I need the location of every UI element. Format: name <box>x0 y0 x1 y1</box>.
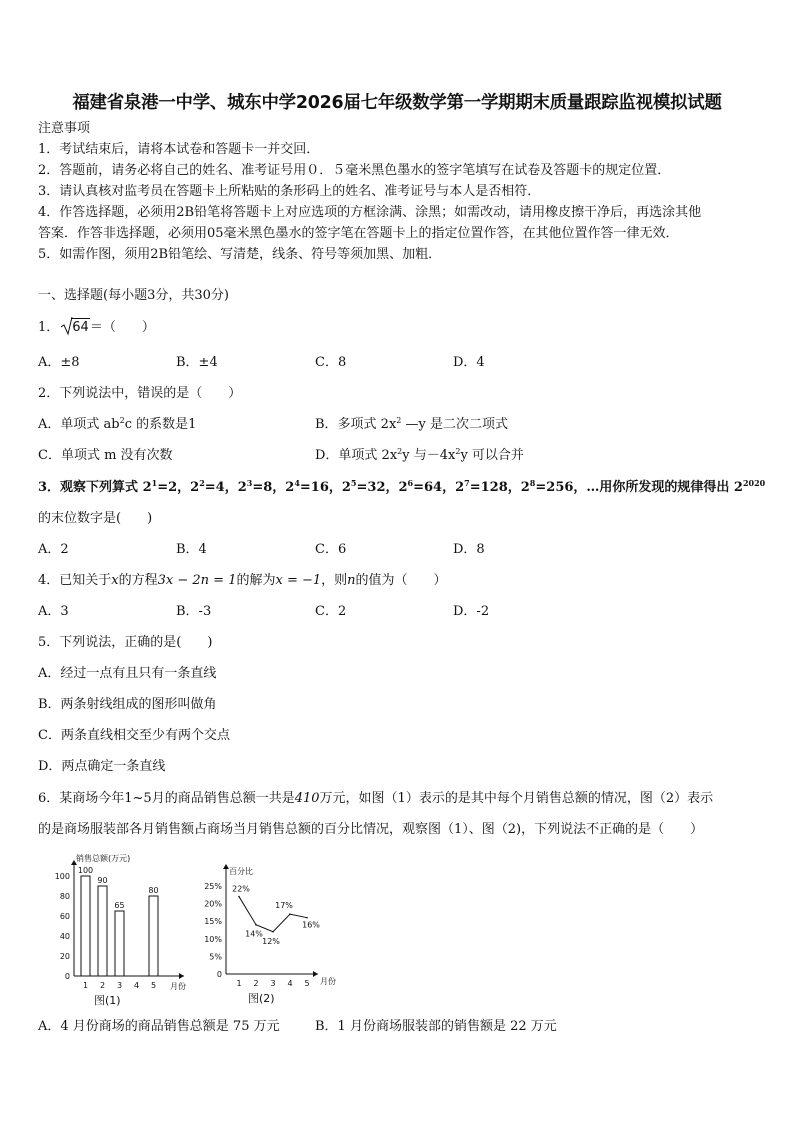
q2d-exp1: 2 <box>397 447 403 456</box>
q3-part: =256，…用你所发现的规律得出 2 <box>535 480 743 495</box>
q3-exp: 6 <box>407 478 414 488</box>
q4-solution: x = −1 <box>275 573 322 588</box>
sales-bar-chart <box>44 850 194 1010</box>
q3-exp: 4 <box>294 478 300 488</box>
q5-option-a: A．经过一点有且只有一条直线 <box>38 666 217 681</box>
data-label: 65 <box>114 901 125 910</box>
x-tick-label: 4 <box>287 979 293 988</box>
q2-option-d <box>315 447 524 465</box>
q1-option-d: D．4 <box>453 355 485 370</box>
data-label: 22% <box>232 884 250 894</box>
chart-title: 百分比 <box>229 867 253 876</box>
q6-option-b: B．1 月份商场服装部的销售额是 22 万元 <box>315 1019 557 1034</box>
q3-exp: 2 <box>199 478 205 488</box>
q2d-pre: D．单项式 2x <box>315 448 398 463</box>
q2b-exp: 2 <box>396 416 402 425</box>
data-label: 16% <box>302 920 320 930</box>
exam-title: 福建省泉港一中学、城东中学2026届七年级数学第一学期期末质量跟踪监视模拟试题 <box>72 93 722 113</box>
q5-option-b: B．两条射线组成的图形叫做角 <box>38 697 217 712</box>
question-3-cont: 的末位数字是( ) <box>38 511 153 526</box>
q3-exp: 1 <box>151 478 158 488</box>
q2a-exp: 2 <box>119 416 125 425</box>
chart-caption: 图(2) <box>248 992 275 1005</box>
series-line <box>239 897 307 932</box>
q4-option-c: C．2 <box>315 604 347 619</box>
q5-option-d: D．两点确定一条直线 <box>38 759 166 774</box>
q4-mid1: 的方程 <box>118 573 158 588</box>
x-tick-label: 2 <box>99 981 106 990</box>
q4-option-a: A．3 <box>38 604 69 619</box>
question-4 <box>38 572 447 590</box>
notice-heading: 注意事项 <box>38 121 91 136</box>
q4-mid3: ，则 <box>321 573 348 588</box>
q3-exp: 7 <box>464 478 470 488</box>
data-label: 80 <box>148 886 159 895</box>
q3-part: =2，2 <box>157 480 200 495</box>
data-point <box>289 913 291 915</box>
y-tick-label: 20% <box>204 899 222 909</box>
q1-number: 1． <box>38 320 60 335</box>
q2b-pre: B．多项式 2x <box>315 417 397 432</box>
q4-post: 的值为（ ） <box>355 573 447 588</box>
x-tick-label: 3 <box>116 981 123 990</box>
x-tick-label: 5 <box>150 981 157 990</box>
y-tick-label: 80 <box>59 892 70 901</box>
q1-radicand: 64 <box>72 320 89 335</box>
data-label: 90 <box>97 876 108 885</box>
x-axis-arrow-icon <box>313 971 318 977</box>
q2b-post: —y 是二次二项式 <box>401 417 508 432</box>
notice-item-5: 5．如需作图，须用2B铅笔绘、写清楚，线条、符号等须加黑、加粗． <box>38 247 442 262</box>
section-heading: 一、选择题(每小题3分，共30分) <box>38 288 229 303</box>
q4-var-n: n <box>347 573 356 588</box>
question-6-cont: 的是商场服装部各月销售额占商场当月销售总额的百分比情况，观察图（1）、图（2)，下列说法不正确的是（ ） <box>38 822 704 837</box>
bar <box>149 896 158 976</box>
q2d-post: y 可以合并 <box>460 448 524 463</box>
x-tick-label: 5 <box>304 979 310 988</box>
q4-var-x: x <box>111 573 119 588</box>
q3-part: =16，2 <box>299 480 351 495</box>
bar <box>81 876 90 976</box>
q3-part: =64，2 <box>413 480 465 495</box>
x-tick-label: 1 <box>236 979 242 988</box>
q6-total: 410 <box>294 791 320 806</box>
data-label: 17% <box>275 901 293 911</box>
x-axis-label: 月份 <box>320 977 336 986</box>
q2d-exp2: 2 <box>455 447 461 456</box>
y-tick-label: 100 <box>54 872 70 881</box>
data-label: 14% <box>245 929 263 939</box>
x-tick-label: 2 <box>253 979 259 988</box>
q4-pre: 4．已知关于 <box>38 573 112 588</box>
data-point <box>306 917 308 919</box>
y-tick-label: 25% <box>204 882 222 891</box>
q3-exp: 3 <box>246 478 253 488</box>
x-axis-label: 月份 <box>170 982 186 991</box>
y-tick-label: 0 <box>216 970 222 979</box>
x-tick-label: 3 <box>270 979 276 988</box>
q3-option-b: B．4 <box>176 542 207 557</box>
x-tick-label: 1 <box>82 981 89 990</box>
y-tick-label: 60 <box>59 912 70 921</box>
q4-equation: 3x − 2n = 1 <box>157 573 237 588</box>
q2d-mid: y 与－4x <box>402 448 456 463</box>
q2-option-a <box>38 416 196 434</box>
y-tick-label: 10% <box>204 934 222 944</box>
data-point <box>272 931 274 933</box>
q2a-post: c 的系数是1 <box>124 417 197 432</box>
bar <box>98 886 107 976</box>
q4-option-b: B．-3 <box>176 604 212 619</box>
y-tick-label: 40 <box>59 932 70 941</box>
q2-option-c: C．单项式 m 没有次数 <box>38 448 173 463</box>
notice-item-1: 1．考试结束后，请将本试卷和答题卡一并交回． <box>38 142 320 157</box>
notice-item-4: 4．作答选择题，必须用2B铅笔将答题卡上对应选项的方框涂满、涂黑；如需改动，请用橡皮擦干净后，再选涂其他 <box>38 205 702 220</box>
q6-post: 万元，如图（1）表示的是其中每个月销售总额的情况，图（2）表示 <box>319 791 714 806</box>
q1-option-c: C．8 <box>315 355 347 370</box>
q4-option-d: D．-2 <box>453 604 490 619</box>
notice-item-3: 3．请认真核对监考员在答题卡上所粘贴的条形码上的姓名、准考证号与本人是否相符． <box>38 184 541 199</box>
question-3 <box>38 479 765 497</box>
q2a-pre: A．单项式 ab <box>38 417 120 432</box>
q3-exp: 8 <box>529 478 536 488</box>
x-axis-arrow-icon <box>179 973 184 979</box>
q3-part: 3．观察下列算式 2 <box>38 480 152 495</box>
q4-mid2: 的解为 <box>236 573 276 588</box>
chart-title: 销售总额(万元) <box>76 854 131 863</box>
data-label: 12% <box>262 936 280 946</box>
q2-option-b <box>315 416 508 434</box>
notice-item-4-cont: 答案．作答非选择题，必须用05毫米黑色墨水的签字笔在答题卡上的指定位置作答，在其他位置作答一律无效． <box>38 226 679 241</box>
radical-sign-icon <box>61 316 73 336</box>
x-tick-label: 4 <box>133 981 140 990</box>
percentage-line-chart <box>196 862 356 1010</box>
y-tick-label: 5% <box>209 952 222 962</box>
chart-caption: 图(1) <box>94 994 121 1007</box>
y-tick-label: 0 <box>64 972 70 981</box>
q3-part: =8，2 <box>252 480 295 495</box>
q1-option-a: A．±8 <box>38 355 80 370</box>
question-5: 5．下列说法，正确的是( ) <box>38 635 213 650</box>
data-point <box>238 896 240 898</box>
sqrt-expression <box>61 318 90 337</box>
q3-part: =128，2 <box>469 480 530 495</box>
question-6 <box>38 790 713 808</box>
q6-option-a: A．4 月份商场的商品销售总额是 75 万元 <box>38 1019 280 1034</box>
q1-option-b: B．±4 <box>176 355 218 370</box>
data-point <box>255 924 257 926</box>
q3-part: =32，2 <box>356 480 408 495</box>
q3-exp: 2020 <box>742 478 766 488</box>
q5-option-c: C．两条直线相交至少有两个交点 <box>38 728 230 743</box>
q3-exp: 5 <box>350 478 357 488</box>
question-1 <box>38 318 155 337</box>
notice-item-2: 2．答题前，请务必将自己的姓名、准考证号用０．５毫米黑色墨水的签字笔填写在试卷及答题卡的规定位置． <box>38 163 671 178</box>
y-tick-label: 15% <box>204 917 222 927</box>
q3-option-d: D．8 <box>453 542 485 557</box>
q1-tail: ＝（ ） <box>89 320 155 335</box>
bar <box>115 911 124 976</box>
q3-part: =4，2 <box>204 480 247 495</box>
y-tick-label: 20 <box>59 952 70 961</box>
q3-option-a: A．2 <box>38 542 69 557</box>
question-2: 2．下列说法中，错误的是（ ） <box>38 386 242 401</box>
q3-option-c: C．6 <box>315 542 347 557</box>
q6-pre: 6．某商场今年1~5月的商品销售总额一共是 <box>38 791 295 806</box>
data-label: 100 <box>77 866 94 875</box>
